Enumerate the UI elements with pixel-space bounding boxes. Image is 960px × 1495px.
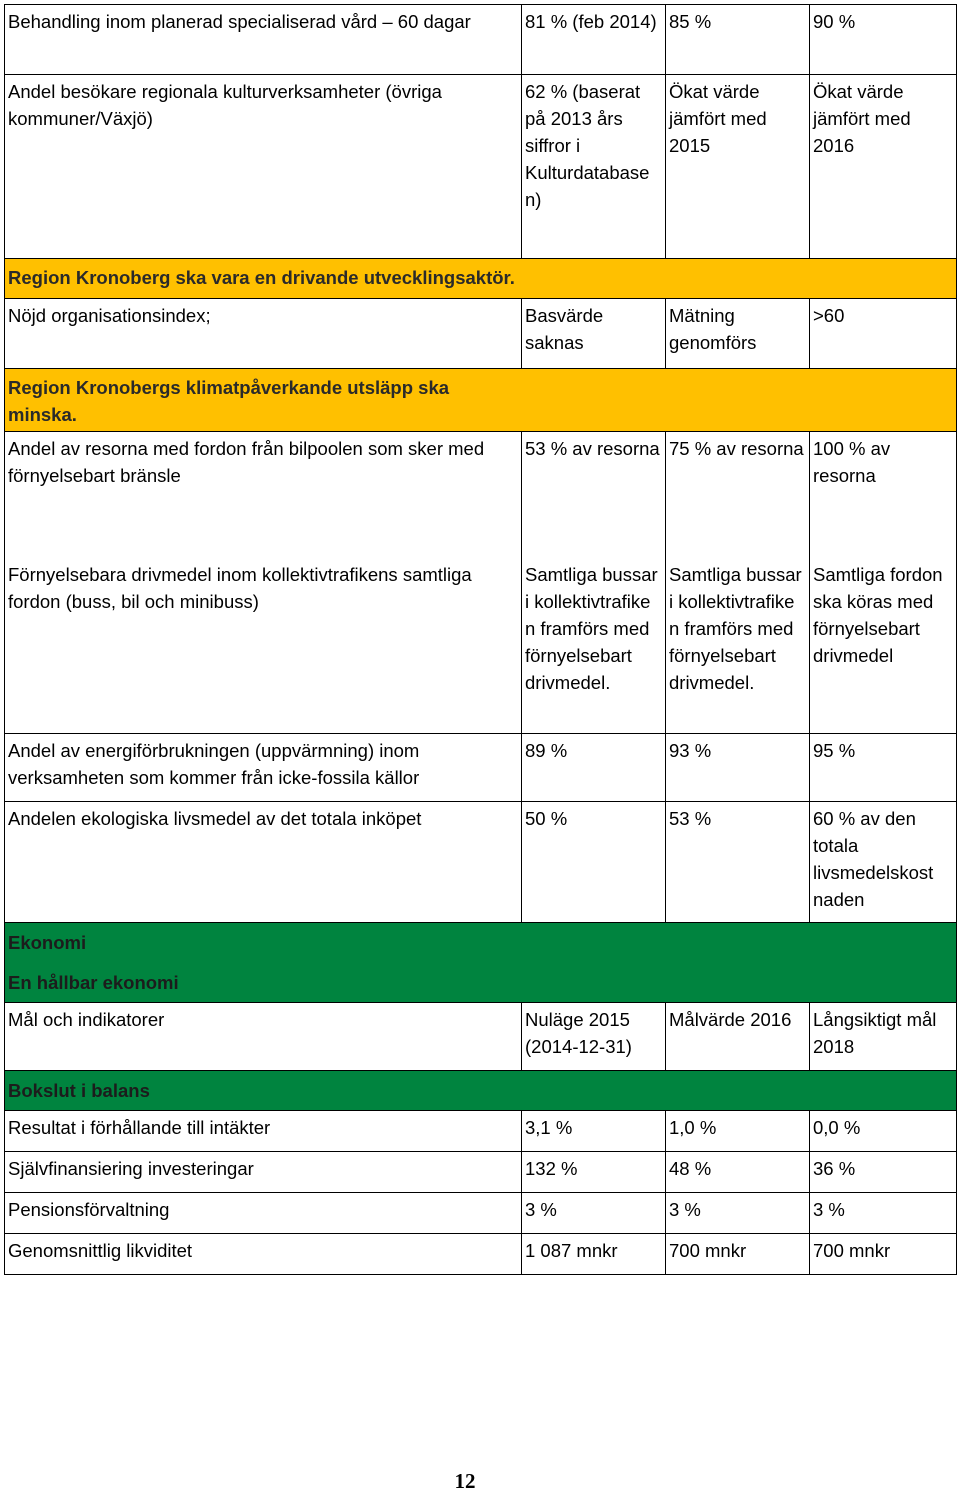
section-row	[5, 963, 957, 1003]
current-value-cell: 53 % av resorna	[522, 432, 666, 558]
longterm-value-cell: >60	[810, 299, 957, 369]
goals-table-environment	[4, 4, 957, 924]
current-value-cell: 3 %	[522, 1193, 666, 1234]
section-row	[5, 1071, 957, 1111]
longterm-value-cell: 700 mnkr	[810, 1234, 957, 1275]
indicator-cell: Förnyelsebara drivmedel inom kollektivtrafikens samtliga fordon (buss, bil och minibuss)	[5, 558, 522, 734]
indicator-cell: Behandling inom planerad specialiserad vård – 60 dagar	[5, 5, 522, 75]
section-row	[5, 369, 957, 432]
longterm-value-cell: 0,0 %	[810, 1111, 957, 1152]
indicator-cell: Resultat i förhållande till intäkter	[5, 1111, 522, 1152]
target-value-cell: Ökat värde jämfört med 2015	[666, 75, 810, 259]
longterm-value-cell: 90 %	[810, 5, 957, 75]
table-row	[5, 432, 957, 558]
longterm-value-cell: 3 %	[810, 1193, 957, 1234]
current-value-cell: 3,1 %	[522, 1111, 666, 1152]
table-row	[5, 1193, 957, 1234]
section-row	[5, 259, 957, 299]
indicator-cell: Självfinansiering investeringar	[5, 1152, 522, 1193]
goals-table-economy	[4, 922, 957, 1275]
current-value-cell: 89 %	[522, 734, 666, 802]
table-row	[5, 299, 957, 369]
section-heading: Region Kronobergs klimatpåverkande utsläpp ska minska.	[5, 369, 522, 432]
indicator-cell: Andel av energiförbrukningen (uppvärmning) inom verksamheten som kommer från icke-fossila källor	[5, 734, 522, 802]
target-value-cell: 1,0 %	[666, 1111, 810, 1152]
section-row	[5, 923, 957, 963]
longterm-value-cell: Samtliga fordon ska köras med förnyelsebart drivmedel	[810, 558, 957, 734]
current-value-cell: 62 % (baserat på 2013 års siffror i Kulturdatabase n)	[522, 75, 666, 259]
target-value-cell: Mätning genomförs	[666, 299, 810, 369]
current-value-cell: 1 087 mnkr	[522, 1234, 666, 1275]
current-value-cell: 81 % (feb 2014)	[522, 5, 666, 75]
table-row	[5, 558, 957, 734]
target-value-cell: 700 mnkr	[666, 1234, 810, 1275]
column-header-row	[5, 1003, 957, 1071]
target-value-cell: 53 %	[666, 802, 810, 924]
indicator-cell: Andel besökare regionala kulturverksamheter (övriga kommuner/Växjö)	[5, 75, 522, 259]
longterm-value-cell: 100 % av resorna	[810, 432, 957, 558]
current-value-cell: Samtliga bussar i kollektivtrafike n framförs med förnyelsebart drivmedel.	[522, 558, 666, 734]
table-row	[5, 75, 957, 259]
longterm-value-cell: 36 %	[810, 1152, 957, 1193]
current-value-cell: Basvärde saknas	[522, 299, 666, 369]
longterm-value-cell: Ökat värde jämfört med 2016	[810, 75, 957, 259]
target-value-cell: 3 %	[666, 1193, 810, 1234]
table-row	[5, 1111, 957, 1152]
table-row	[5, 802, 957, 924]
longterm-value-cell: 60 % av den totala livsmedelskost naden	[810, 802, 957, 924]
target-value-cell: 48 %	[666, 1152, 810, 1193]
table-row	[5, 5, 957, 75]
indicator-cell: Pensionsförvaltning	[5, 1193, 522, 1234]
column-header-longterm: Långsiktigt mål 2018	[810, 1003, 957, 1071]
target-value-cell: 85 %	[666, 5, 810, 75]
column-header-indicator: Mål och indikatorer	[5, 1003, 522, 1071]
indicator-cell: Andelen ekologiska livsmedel av det totala inköpet	[5, 802, 522, 924]
section-heading: Ekonomi	[5, 923, 522, 963]
page-number: 12	[454, 1469, 476, 1493]
longterm-value-cell: 95 %	[810, 734, 957, 802]
section-heading: Region Kronoberg ska vara en drivande utvecklingsaktör.	[5, 259, 522, 299]
table-row	[5, 1152, 957, 1193]
target-value-cell: 93 %	[666, 734, 810, 802]
table-row	[5, 1234, 957, 1275]
target-value-cell: 75 % av resorna	[666, 432, 810, 558]
column-header-current: Nuläge 2015 (2014-12-31)	[522, 1003, 666, 1071]
indicator-cell: Nöjd organisationsindex;	[5, 299, 522, 369]
indicator-cell: Genomsnittlig likviditet	[5, 1234, 522, 1275]
column-header-target: Målvärde 2016	[666, 1003, 810, 1071]
current-value-cell: 132 %	[522, 1152, 666, 1193]
section-subheading: En hållbar ekonomi	[5, 963, 522, 1003]
target-value-cell: Samtliga bussar i kollektivtrafike n framförs med förnyelsebart drivmedel.	[666, 558, 810, 734]
indicator-cell: Andel av resorna med fordon från bilpoolen som sker med förnyelsebart bränsle	[5, 432, 522, 558]
current-value-cell: 50 %	[522, 802, 666, 924]
section-heading: Bokslut i balans	[5, 1071, 522, 1111]
table-row	[5, 734, 957, 802]
